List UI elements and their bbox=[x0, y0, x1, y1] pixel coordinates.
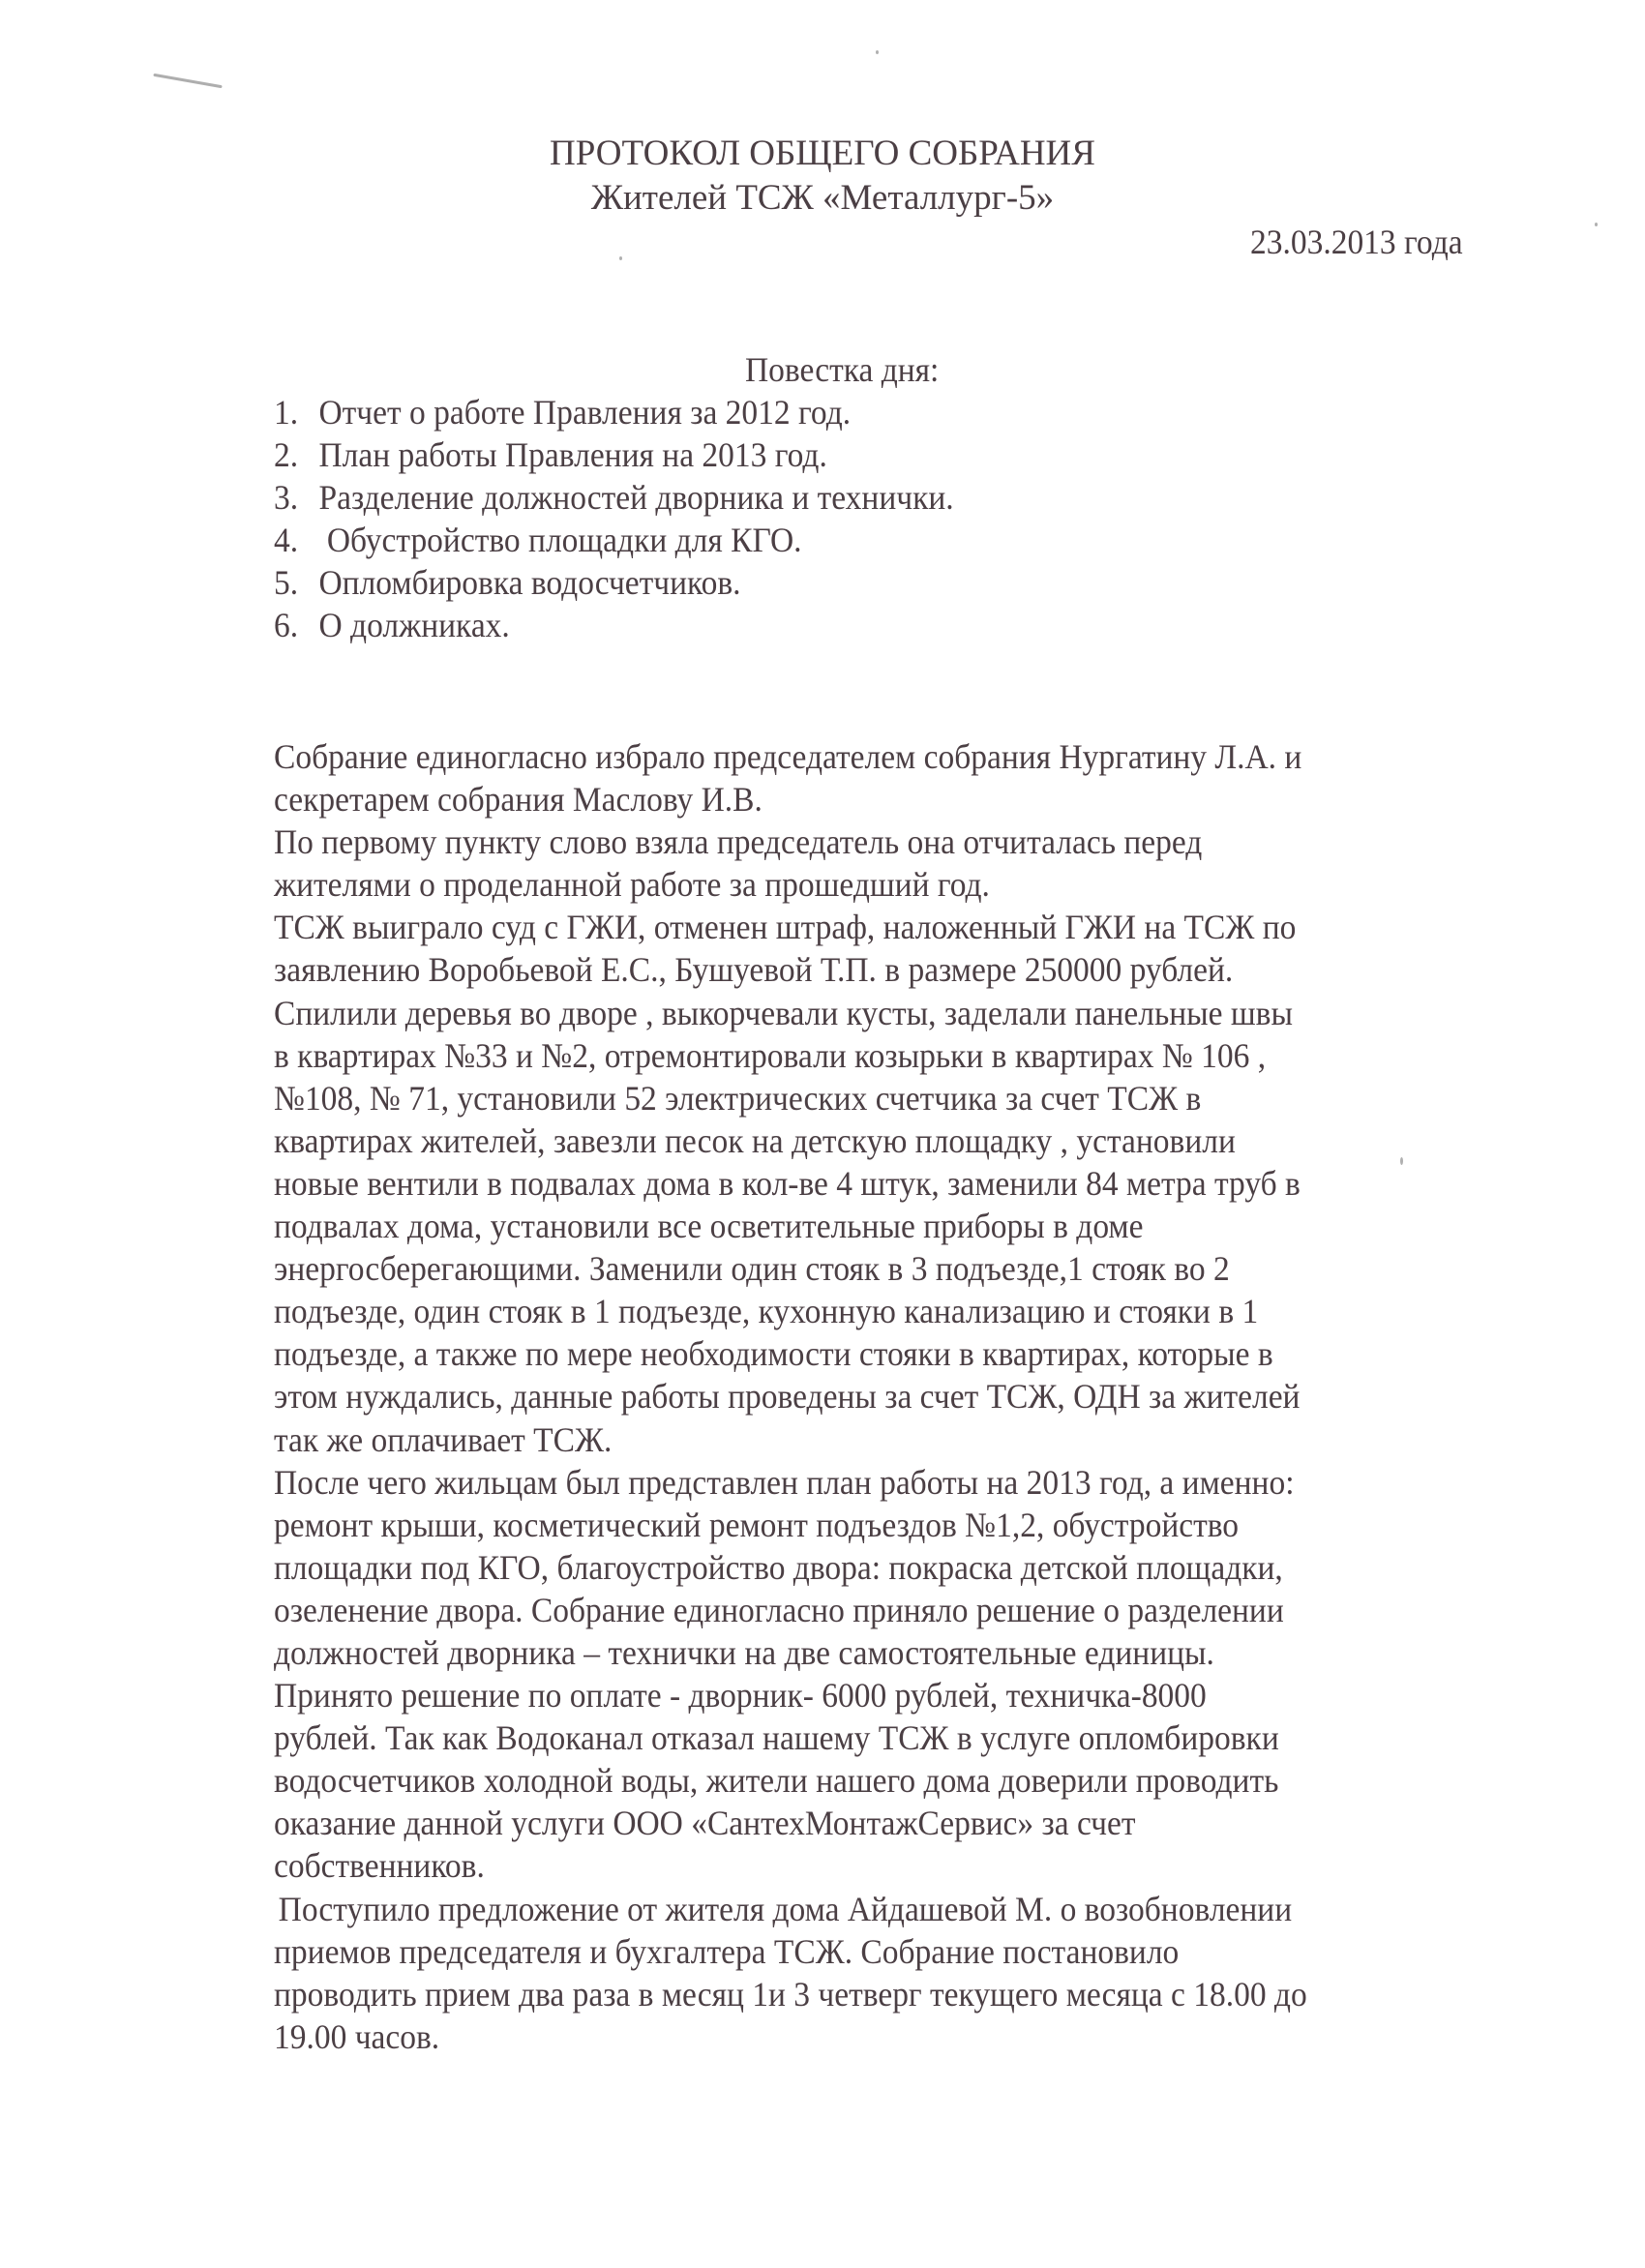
body-line: энергосберегающими. Заменили один стояк в 3 подъезде,1 стояк во 2 bbox=[274, 1249, 1230, 1289]
body-line: в квартирах №33 и №2, отремонтировали козырьки в квартирах № 106 , bbox=[274, 1035, 1267, 1075]
agenda-item-number: 1. bbox=[274, 393, 299, 432]
agenda-item-number: 4. bbox=[274, 521, 299, 559]
body-line: №108, № 71, установили 52 электрических счетчика за счет ТСЖ в bbox=[274, 1078, 1202, 1118]
body-line: После чего жильцам был представлен план работы на 2013 год, а именно: bbox=[274, 1462, 1295, 1502]
scan-speck bbox=[876, 50, 879, 54]
body-line: этом нуждались, данные работы проведены за счет ТСЖ, ОДН за жителей bbox=[274, 1377, 1301, 1417]
body-line: Поступило предложение от жителя дома Айдашевой М. о возобновлении bbox=[278, 1889, 1293, 1928]
agenda-item-text: О должниках. bbox=[318, 606, 510, 644]
body-line: так же оплачивает ТСЖ. bbox=[274, 1419, 613, 1459]
agenda-item-text: Разделение должностей дворника и технички. bbox=[318, 478, 954, 517]
body-line: По первому пункту слово взяла председатель она отчиталась перед bbox=[274, 822, 1203, 862]
body-line: площадки под КГО, благоустройство двора: покраска детской площадки, bbox=[274, 1547, 1283, 1587]
body-line: 19.00 часов. bbox=[274, 2016, 440, 2056]
agenda-item-number: 5. bbox=[274, 563, 299, 602]
agenda-item-number: 3. bbox=[274, 478, 299, 517]
agenda-item-text: Обустройство площадки для КГО. bbox=[326, 521, 802, 559]
scan-speck bbox=[619, 256, 622, 260]
body-line: Принято решение по оплате - дворник- 6000 рублей, техничка-8000 bbox=[274, 1676, 1207, 1716]
body-line: Собрание единогласно избрало председателем собрания Нургатину Л.А. и bbox=[274, 737, 1302, 776]
agenda-item-number: 2. bbox=[274, 435, 299, 474]
body-line: оказание данной услуги ООО «СантехМонтажСервис» за счет bbox=[274, 1804, 1136, 1843]
agenda-list bbox=[274, 391, 1005, 646]
agenda-item-text: Отчет о работе Правления за 2012 год. bbox=[318, 393, 852, 432]
body-line: приемов председателя и бухгалтера ТСЖ. Собрание постановило bbox=[274, 1931, 1180, 1971]
body-line: озеленение двора. Собрание единогласно приняло решение о разделении bbox=[274, 1590, 1284, 1629]
body-line: подъезде, а также по мере необходимости стояки в квартирах, которые в bbox=[274, 1334, 1273, 1374]
agenda-item bbox=[274, 604, 954, 646]
body-line: ТСЖ выиграло суд с ГЖИ, отменен штраф, наложенный ГЖИ на ТСЖ по bbox=[274, 908, 1297, 947]
agenda-item-text: Опломбировка водосчетчиков. bbox=[318, 563, 741, 602]
agenda-item bbox=[274, 391, 954, 433]
body-line: квартирах жителей, завезли песок на детскую площадку , установили bbox=[274, 1120, 1236, 1160]
agenda-item bbox=[274, 561, 954, 604]
body-line: жителями о проделанной работе за прошедший год. bbox=[274, 865, 990, 905]
agenda-heading: Повестка дня: bbox=[745, 350, 940, 389]
body-line: подъезде, один стояк в 1 подъезде, кухонную канализацию и стояки в 1 bbox=[274, 1292, 1259, 1331]
body-line: подвалах дома, установили все осветительные приборы в доме bbox=[274, 1207, 1144, 1246]
body-line: рублей. Так как Водоканал отказал нашему ТСЖ в услуге опломбировки bbox=[274, 1718, 1279, 1758]
agenda-item bbox=[274, 476, 954, 519]
body-line: секретарем собрания Маслову И.В. bbox=[274, 780, 763, 820]
body-line: проводить прием два раза в месяц 1и 3 четверг текущего месяца с 18.00 до bbox=[274, 1974, 1307, 2014]
body-line: Спилили деревья во дворе , выкорчевали кусты, заделали панельные швы bbox=[274, 993, 1293, 1032]
body-line: водосчетчиков холодной воды, жители нашего дома доверили проводить bbox=[274, 1761, 1279, 1801]
agenda-item-number: 6. bbox=[274, 606, 299, 644]
document-subtitle: Жителей ТСЖ «Металлург-5» bbox=[590, 178, 1055, 218]
agenda-item-text: План работы Правления на 2013 год. bbox=[318, 435, 827, 474]
scan-artifact-stroke bbox=[153, 74, 222, 88]
scan-speck bbox=[1595, 223, 1598, 226]
body-line: должностей дворника – технички на две самостоятельные единицы. bbox=[274, 1632, 1214, 1672]
agenda-item bbox=[274, 519, 954, 561]
scan-speck bbox=[1400, 1157, 1403, 1165]
document-date: 23.03.2013 года bbox=[1250, 223, 1463, 261]
document-title: ПРОТОКОЛ ОБЩЕГО СОБРАНИЯ bbox=[550, 134, 1095, 173]
body-line: собственников. bbox=[274, 1846, 485, 1886]
agenda-item bbox=[274, 433, 954, 476]
body-line: заявлению Воробьевой Е.С., Бушуевой Т.П. в размере 250000 рублей. bbox=[274, 950, 1234, 990]
protocol-body bbox=[274, 735, 1385, 2058]
body-line: ремонт крыши, косметический ремонт подъездов №1,2, обустройство bbox=[274, 1505, 1240, 1544]
body-line: новые вентили в подвалах дома в кол-ве 4 штук, заменили 84 метра труб в bbox=[274, 1163, 1301, 1203]
